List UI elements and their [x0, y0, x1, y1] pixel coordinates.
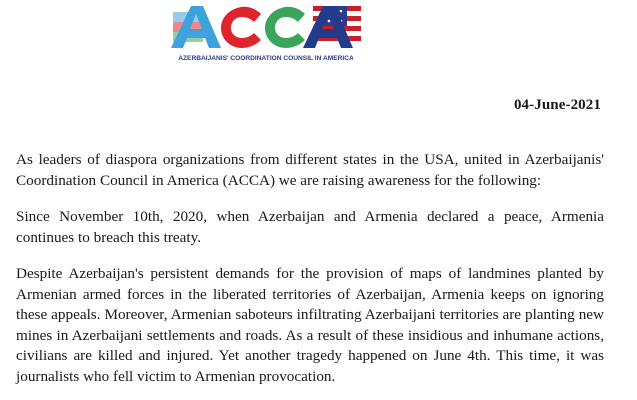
letter-date: 04-June-2021: [513, 97, 601, 113]
paragraph-landmines: Despite Azerbaijan's persistent demands for the provision of maps of landmines planted by Armenian armed forces in the liberated territories of Azerbaijan, Armenia keeps on ignoring these appeals. Moreover, Armenian saboteurs infiltrating Azerbaijani territories are planting new mines in Azerbaijani settlements and roads. As a result of these insidious and inhumane actions, civilians are killed and injured. Yet another tragedy happened on June 4th. This time, it was journalists who fell victim to Armenian provocation.: [16, 265, 604, 385]
acca-logo: [163, 2, 369, 66]
letter-body: [16, 150, 604, 387]
paragraph-ceasefire: Since November 10th, 2020, when Azerbaijan and Armenia declared a peace, Armenia continues to breach this treaty.: [16, 208, 604, 246]
paragraph-intro: As leaders of diaspora organizations from different states in the USA, united in Azerbaijanis' Coordination Council in America (ACCA) we are raising awareness for the following:: [16, 151, 604, 189]
org-name-caption: AZERBAIJANIS' COORDINATION COUNSIL IN AMERICA: [178, 55, 354, 62]
